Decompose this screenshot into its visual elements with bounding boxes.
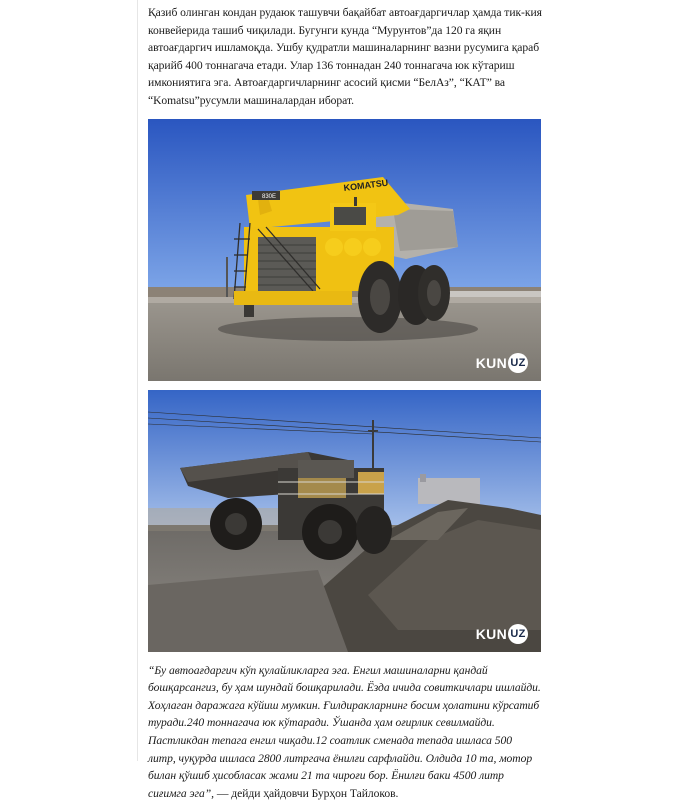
truck-model-label: 830E [262, 193, 277, 200]
intro-paragraph: Қазиб олинган кондан рудаюк ташувчи бақайбат автоағдаргичлар ҳамда тик-кия конвейерида ташиб чиқилади. Бугунги кунда “Мурунтов”да 120 га яқин автоағдаргич ишламоқда. Ушбу қудратли машиналарнинг вазни русумига қараб қарийб 400 тоннагача етади. Улар 136 тоннадан 240 тоннагача юк кўтариш имкониятига эга. Автоағдаргичларнинг асосий қисми “БелАз”, “КАТ” ва “Komatsu”русумли машиналардан иборат. [148, 6, 542, 107]
dump-truck-photo [148, 390, 541, 652]
quote-attribution: — дейди ҳайдовчи Бурҳон Тайлоков. [214, 786, 399, 800]
truck-brand-label: KOMATSU [343, 177, 389, 193]
kun-uz-watermark-2 [476, 624, 528, 644]
watermark-circle-2: UZ [508, 624, 528, 644]
quote-body: “Бу автоағдаргич кўп қулайликларга эга. Енгил машиналарни қандай бошқарсангиз, бу ҳам шундай бошқарилади. Ёзда ичида совиткичлари ишлайди. Хоҳлаган даражага кўйиш мумкин. Ғилдиракларнинг босим ҳолатини кўрсатиб туради.240 тоннагача юк кўтаради. Ўшанда ҳам оғирлик севилмайди. Пастликдан тепага енгил чиқади.12 соатлик сменада тепада ишласа 500 литр, чуқурда ишласа 2800 литргача ёнилғи сарфлайди. Олдида 10 та, мотор билан қўшиб ҳисобласак жами 21 та чироғи бор. Ёнилғи баки 4500 литр сиғимга эга”, [148, 663, 541, 800]
column-divider [137, 0, 138, 761]
watermark-text: KUN [475, 354, 507, 371]
kun-uz-watermark [476, 353, 528, 373]
driver-quote [148, 662, 542, 802]
article-body [148, 0, 542, 802]
watermark-text-2: KUN [475, 625, 507, 642]
watermark-circle: UZ [508, 353, 528, 373]
komatsu-truck-photo [148, 119, 541, 381]
